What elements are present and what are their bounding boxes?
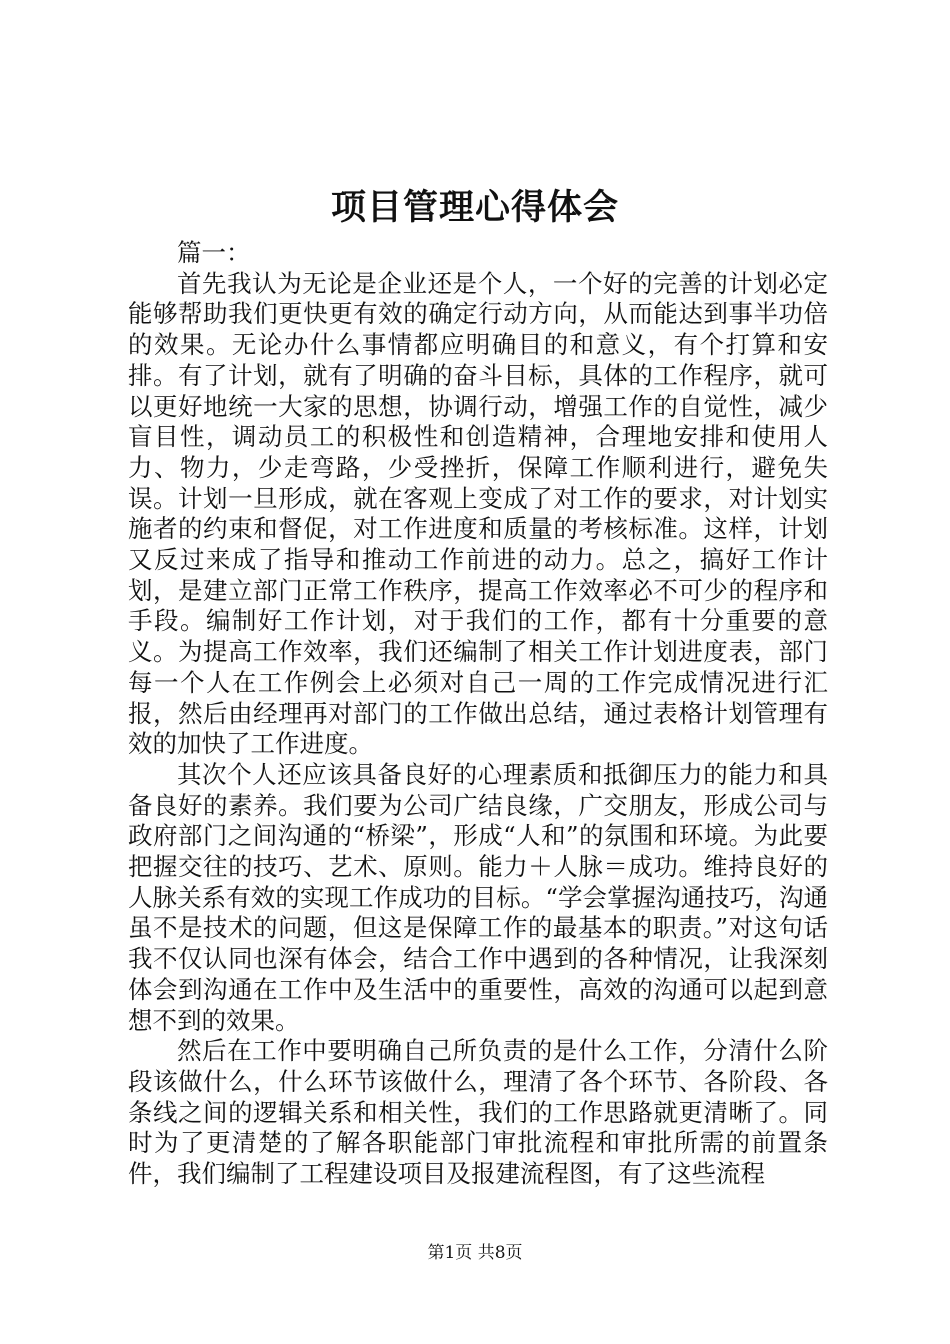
paragraph-2: 其次个人还应该具备良好的心理素质和抵御压力的能力和具备良好的素养。我们要为公司广结良缘，广交朋友，形成公司与政府部门之间沟通的“桥梁”，形成“人和”的氛围和环境。为此要把握交往的技巧、艺术、原则。能力＋人脉＝成功。维持良好的人脉关系有效的实现工作成功的目标。“学会掌握沟通技巧，沟通虽不是技术的问题，但这是保障工作的最基本的职责。”对这句话我不仅认同也深有体会，结合工作中遇到的各种情况，让我深刻体会到沟通在工作中及生活中的重要性，高效的沟通可以起到意想不到的效果。 [128, 759, 828, 1035]
document-body [128, 238, 828, 1190]
page-footer: 第1页 共8页 [427, 1243, 523, 1263]
paragraph-1: 首先我认为无论是企业还是个人，一个好的完善的计划必定能够帮助我们更快更有效的确定行动方向，从而能达到事半功倍的效果。无论办什么事情都应明确目的和意义，有个打算和安排。有了计划，就有了明确的奋斗目标，具体的工作程序，就可以更好地统一大家的思想，协调行动，增强工作的自觉性，减少盲目性，调动员工的积极性和创造精神，合理地安排和使用人力、物力，少走弯路，少受挫折，保障工作顺利进行，避免失误。计划一旦形成，就在客观上变成了对工作的要求，对计划实施者的约束和督促，对工作进度和质量的考核标准。这样，计划又反过来成了指导和推动工作前进的动力。总之，搞好工作计划，是建立部门正常工作秩序，提高工作效率必不可少的程序和手段。编制好工作计划，对于我们的工作，都有十分重要的意义。为提高工作效率，我们还编制了相关工作计划进度表，部门每一个人在工作例会上必须对自己一周的工作完成情况进行汇报，然后由经理再对部门的工作做出总结，通过表格计划管理有效的加快了工作进度。 [128, 268, 828, 759]
document-title: 项目管理心得体会 [330, 187, 619, 228]
section-label: 篇一： [177, 238, 251, 267]
paragraph-3: 然后在工作中要明确自己所负责的是什么工作，分清什么阶段该做什么，什么环节该做什么，理清了各个环节、各阶段、各条线之间的逻辑关系和相关性，我们的工作思路就更清晰了。同时为了更清楚的了解各职能部门审批流程和审批所需的前置条件，我们编制了工程建设项目及报建流程图，有了这些流程 [128, 1036, 828, 1189]
